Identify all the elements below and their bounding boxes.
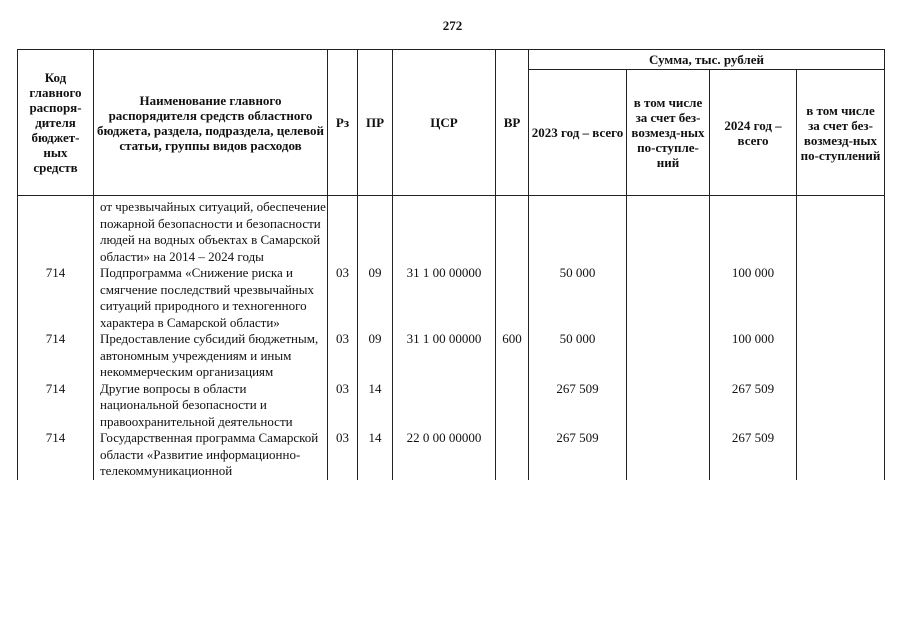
- cell-2024-free: [797, 265, 885, 331]
- header-2024-total: 2024 год – всего: [710, 70, 797, 196]
- cell-csr: 31 1 00 00000: [393, 331, 496, 381]
- cell-2024-total: 100 000: [710, 331, 797, 381]
- header-code: Код главного распоря-дителя бюджет-ных средств: [18, 50, 94, 196]
- table-row: [18, 381, 885, 431]
- header-rz: Рз: [328, 50, 358, 196]
- cell-pr: 14: [358, 381, 393, 431]
- header-2023-total: 2023 год – всего: [529, 70, 627, 196]
- cell-2024-total: 100 000: [710, 265, 797, 331]
- page-number: 272: [442, 18, 463, 33]
- budget-table: [17, 49, 885, 480]
- table-row: [18, 265, 885, 331]
- cell-csr: [393, 381, 496, 431]
- cell-csr: [393, 196, 496, 266]
- cell-2023-free: [627, 430, 710, 480]
- header-2024-free: в том числе за счет без-возмезд-ных по-ступлений: [797, 70, 885, 196]
- cell-pr: 09: [358, 265, 393, 331]
- cell-code: 714: [18, 430, 94, 480]
- cell-csr: 22 0 00 00000: [393, 430, 496, 480]
- table-row: [18, 196, 885, 266]
- cell-2023-total: 267 509: [529, 430, 627, 480]
- cell-2023-free: [627, 196, 710, 266]
- cell-2023-free: [627, 265, 710, 331]
- cell-2024-free: [797, 430, 885, 480]
- table-body: [18, 196, 885, 480]
- cell-vr: [496, 196, 529, 266]
- cell-vr: [496, 381, 529, 431]
- header-2023-free: в том числе за счет без-возмезд-ных по-ступле-ний: [627, 70, 710, 196]
- cell-2024-free: [797, 381, 885, 431]
- cell-pr: 14: [358, 430, 393, 480]
- cell-pr: 09: [358, 331, 393, 381]
- cell-name: от чрезвычайных ситуаций, обеспечение пожарной безопасности и безопасности людей на водных объектах в Самарской области» на 2014 – 2024 годы: [94, 196, 328, 266]
- cell-rz: 03: [328, 331, 358, 381]
- table-row: [18, 430, 885, 480]
- cell-rz: 03: [328, 430, 358, 480]
- cell-2024-total: 267 509: [710, 381, 797, 431]
- cell-code: 714: [18, 265, 94, 331]
- cell-2024-free: [797, 331, 885, 381]
- cell-2023-free: [627, 381, 710, 431]
- cell-code: 714: [18, 331, 94, 381]
- cell-rz: 03: [328, 265, 358, 331]
- cell-vr: 600: [496, 331, 529, 381]
- cell-2023-free: [627, 331, 710, 381]
- header-vr: ВР: [496, 50, 529, 196]
- cell-pr: [358, 196, 393, 266]
- header-pr: ПР: [358, 50, 393, 196]
- cell-2023-total: 50 000: [529, 265, 627, 331]
- cell-name: Государственная программа Самарской области «Развитие информационно-телекоммуникационной: [94, 430, 328, 480]
- cell-rz: 03: [328, 381, 358, 431]
- cell-2024-total: 267 509: [710, 430, 797, 480]
- cell-name: Другие вопросы в области национальной безопасности и правоохранительной деятельности: [94, 381, 328, 431]
- table-header: [18, 50, 885, 196]
- cell-name: Подпрограмма «Снижение риска и смягчение последствий чрезвычайных ситуаций природного и техногенного характера в Самарской области»: [94, 265, 328, 331]
- table-row: [18, 331, 885, 381]
- cell-rz: [328, 196, 358, 266]
- cell-csr: 31 1 00 00000: [393, 265, 496, 331]
- cell-vr: [496, 265, 529, 331]
- cell-2023-total: 50 000: [529, 331, 627, 381]
- cell-code: 714: [18, 381, 94, 431]
- cell-2023-total: [529, 196, 627, 266]
- cell-vr: [496, 430, 529, 480]
- cell-name: Предоставление субсидий бюджетным, автономным учреждениям и иным некоммерческим организациям: [94, 331, 328, 381]
- cell-2024-free: [797, 196, 885, 266]
- header-name: Наименование главного распорядителя средств областного бюджета, раздела, подраздела, целевой статьи, группы видов расходов: [94, 50, 328, 196]
- cell-2024-total: [710, 196, 797, 266]
- header-csr: ЦСР: [393, 50, 496, 196]
- cell-2023-total: 267 509: [529, 381, 627, 431]
- cell-code: [18, 196, 94, 266]
- header-sum: Сумма, тыс. рублей: [529, 50, 885, 70]
